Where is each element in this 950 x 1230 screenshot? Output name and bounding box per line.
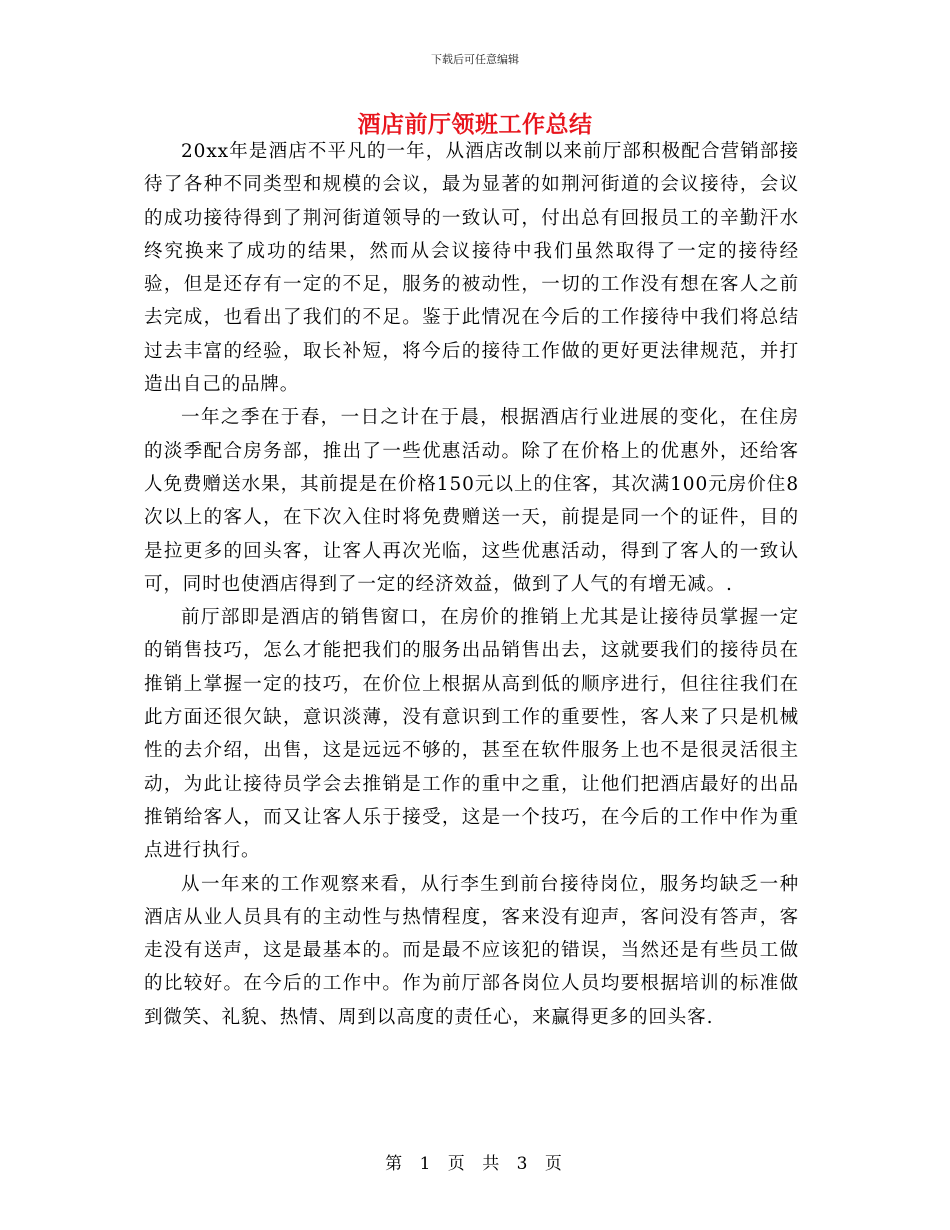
paragraph-3: 前厅部即是酒店的销售窗口，在房价的推销上尤其是让接待员掌握一定的销售技巧，怎么才能把我们的服务出品销售出去，这就要我们的接待员在推销上掌握一定的技巧，在价位上根据从高到低的顺序进行，但往往我们在此方面还很欠缺，意识淡薄，没有意识到工作的重要性，客人来了只是机械性的去介绍，出售，这是远远不够的，甚至在软件服务上也不是很灵活很主动，为此让接待员学会去推销是工作的重中之重，让他们把酒店最好的出品推销给客人，而又让客人乐于接受，这是一个技巧，在今后的工作中作为重点进行执行。 (144, 607, 799, 862)
paragraph-2: 一年之季在于春，一日之计在于晨，根据酒店行业进展的变化，在住房的淡季配合房务部，推出了一些优惠活动。除了在价格上的优惠外，还给客人免费赠送水果，其前提是在价格150元以上的住客，其次满100元房价住8次以上的客人，在下次入住时将免费赠送一天，前提是同一个的证件，目的是拉更多的回头客，让客人再次光临，这些优惠活动，得到了客人的一致认可，同时也使酒店得到了一定的经济效益，做到了人气的有增无减。. (144, 407, 799, 595)
document-title: 酒店前厅领班工作总结 (357, 111, 593, 138)
document-body (144, 135, 799, 1034)
paragraph-1: 20xx年是酒店不平凡的一年，从酒店改制以来前厅部积极配合营销部接待了各种不同类型和规模的会议，最为显著的如荆河街道的会议接待，会议的成功接待得到了荆河街道领导的一致认可，付出总有回报员工的辛勤汗水终究换来了成功的结果，然而从会议接待中我们虽然取得了一定的接待经验，但是还存有一定的不足，服务的被动性，一切的工作没有想在客人之前去完成，也看出了我们的不足。鉴于此情况在今后的工作接待中我们将总结过去丰富的经验，取长补短，将今后的接待工作做的更好更法律规范，并打造出自己的品牌。 (144, 141, 799, 396)
paragraph-4: 从一年来的工作观察来看，从行李生到前台接待岗位，服务均缺乏一种酒店从业人员具有的主动性与热情程度，客来没有迎声，客问没有答声，客走没有送声，这是最基本的。而是最不应该犯的错误，当然还是有些员工做的比较好。在今后的工作中。作为前厅部各岗位人员均要根据培训的标准做到微笑、礼貌、热情、周到以高度的责任心，来赢得更多的回头客. (144, 873, 799, 1028)
page-header-note: 下载后可任意编辑 (431, 53, 519, 66)
page-number-footer: 第 1 页 共 3 页 (385, 1154, 565, 1174)
